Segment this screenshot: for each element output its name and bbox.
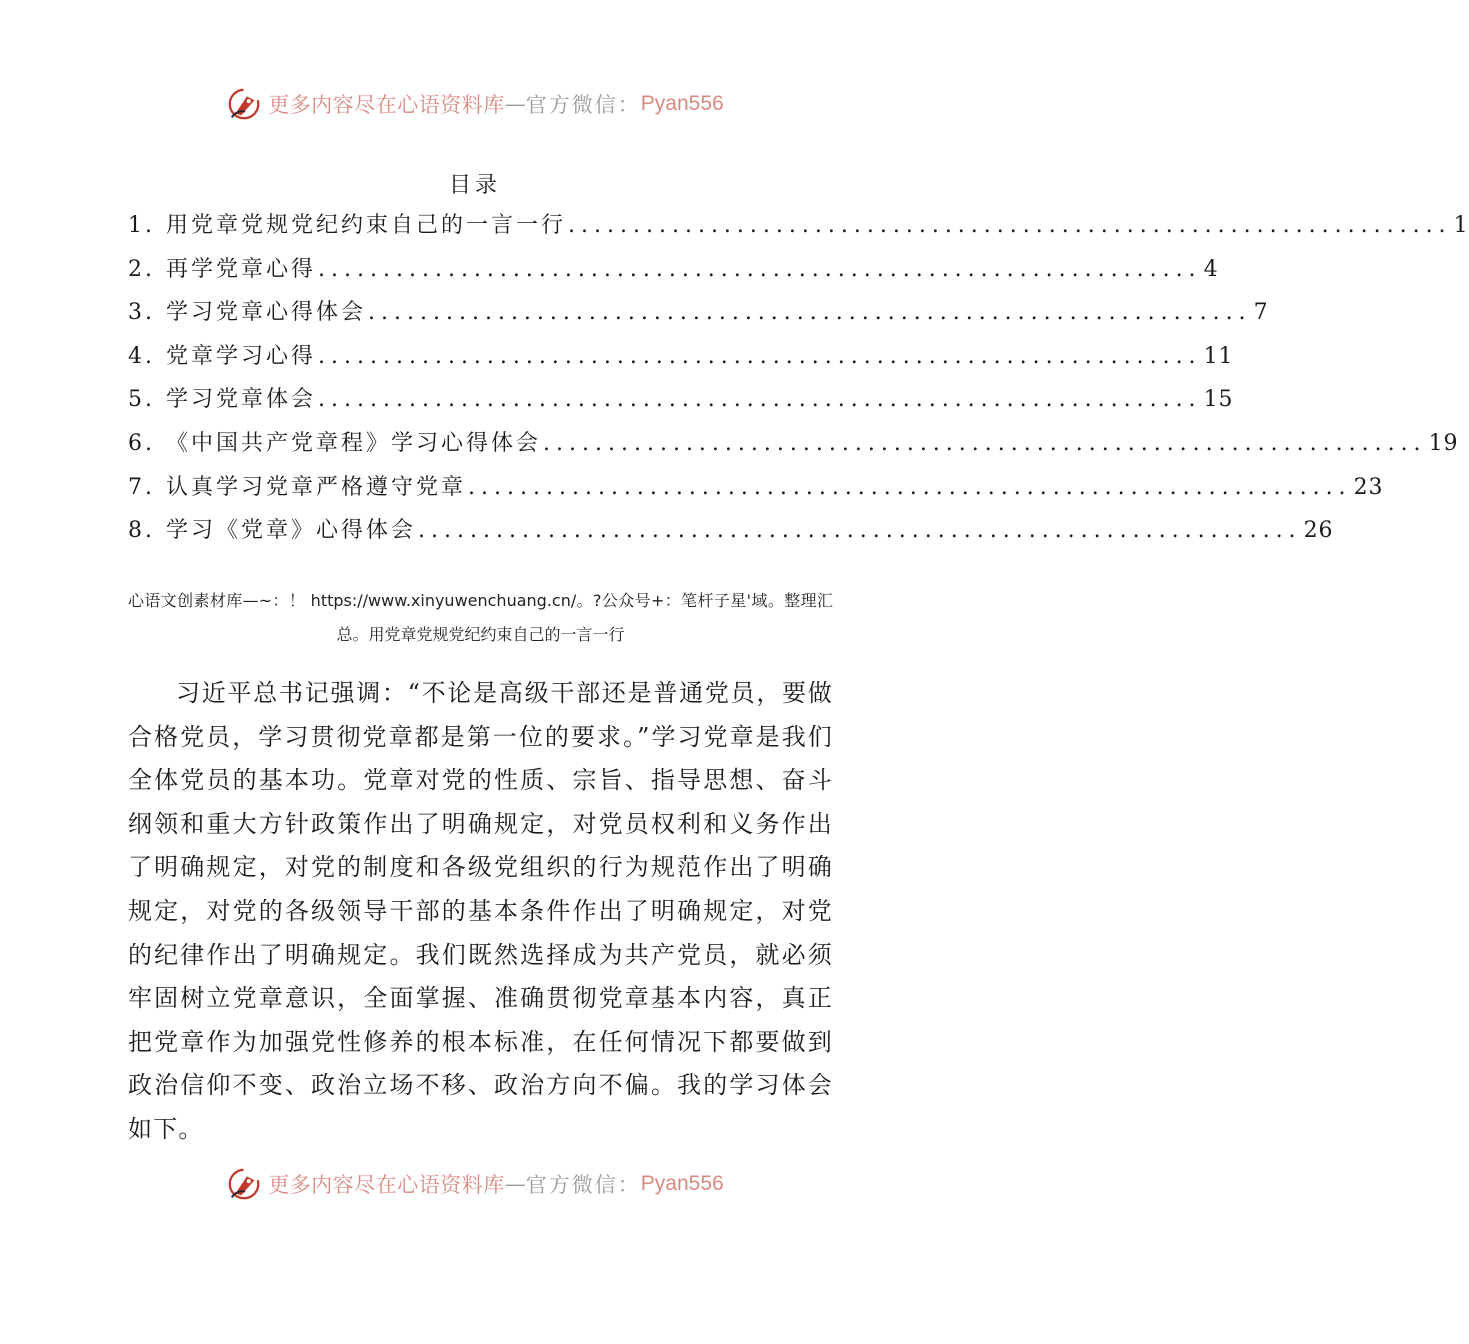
toc-leader-dots: .................................................................... bbox=[318, 256, 1202, 282]
toc-entry-page: 1 bbox=[1453, 213, 1469, 238]
toc-entry-title: 用党章党规党纪约束自己的一言一行 bbox=[166, 213, 567, 238]
toc-entry[interactable] bbox=[128, 382, 1234, 426]
pen-nib-logo-icon bbox=[226, 85, 264, 123]
toc-entry[interactable] bbox=[128, 426, 1459, 470]
toc-entry-title: 认真学习党章严格遵守党章 bbox=[166, 474, 467, 500]
toc-entry[interactable] bbox=[128, 470, 1384, 514]
toc-leader-dots: .................................................................... bbox=[468, 474, 1352, 500]
toc-entry-number: 6. bbox=[128, 430, 155, 456]
toc-entry-page: 19 bbox=[1428, 430, 1459, 456]
toc-entry-number: 2. bbox=[128, 256, 155, 282]
toc-leader-dots: .................................................................... bbox=[418, 518, 1302, 544]
toc-leader-dots: .................................................................... bbox=[568, 213, 1452, 238]
toc-entry-title: 学习《党章》心得体会 bbox=[166, 518, 417, 544]
source-note bbox=[128, 584, 833, 652]
toc-entry-page: 15 bbox=[1203, 387, 1234, 413]
banner-wechat-id: Pyan556 bbox=[640, 1172, 724, 1195]
footer-banner bbox=[0, 1162, 950, 1206]
toc-entry-number: 7. bbox=[128, 474, 155, 500]
banner-wechat-label: 官方微信： bbox=[525, 1173, 641, 1197]
toc-leader-dots: .................................................................... bbox=[368, 300, 1252, 326]
toc-entry-number: 4. bbox=[128, 343, 155, 369]
toc-entry-number: 1. bbox=[128, 213, 155, 238]
banner-wechat-label: 官方微信： bbox=[525, 93, 641, 117]
banner-text: 更多内容尽在心语资料库 bbox=[268, 1173, 505, 1197]
toc-entry-page: 11 bbox=[1203, 343, 1234, 369]
source-note-line1: 心语文创素材库—~：！ https://www.xinyuwenchuang.cn/。?公众号+：笔杆子星'域。整理汇 bbox=[128, 591, 833, 610]
toc-leader-dots: .................................................................... bbox=[543, 430, 1427, 456]
toc-entry-title: 党章学习心得 bbox=[166, 343, 317, 369]
toc-entry-number: 3. bbox=[128, 300, 155, 326]
toc-entry-title: 学习党章体会 bbox=[166, 387, 317, 413]
toc-entry[interactable] bbox=[128, 208, 1469, 252]
header-banner bbox=[0, 82, 950, 126]
toc-entry[interactable] bbox=[128, 339, 1234, 383]
toc-entry-page: 23 bbox=[1353, 474, 1384, 500]
toc-leader-dots: .................................................................... bbox=[318, 343, 1202, 369]
banner-separator: — bbox=[504, 1172, 526, 1196]
toc-entry-page: 7 bbox=[1253, 300, 1269, 326]
table-of-contents bbox=[128, 208, 1469, 557]
banner-wechat-id: Pyan556 bbox=[640, 92, 724, 115]
section-heading: 总。用党章党规党纪约束自己的一言一行 bbox=[336, 625, 625, 644]
toc-entry[interactable] bbox=[128, 295, 1269, 339]
pen-nib-logo-icon bbox=[226, 1165, 264, 1203]
toc-leader-dots: .................................................................... bbox=[318, 387, 1202, 413]
toc-entry-page: 26 bbox=[1303, 518, 1334, 544]
toc-entry[interactable] bbox=[128, 513, 1334, 557]
toc-entry-title: 再学党章心得 bbox=[166, 256, 317, 282]
toc-title: 目录 bbox=[448, 173, 501, 198]
banner-separator: — bbox=[504, 92, 526, 116]
toc-entry-title: 学习党章心得体会 bbox=[166, 300, 367, 326]
toc-entry-number: 8. bbox=[128, 518, 155, 544]
body-paragraph: 习近平总书记强调：“不论是高级干部还是普通党员，要做合格党员，学习贯彻党章都是第一位的要求。”学习党章是我们全体党员的基本功。党章对党的性质、宗旨、指导思想、奋斗纲领和重大方针政策作出了明确规定，对党员权利和义务作出了明确规定，对党的制度和各级党组织的行为规范作出了明确规定，对党的各级领导干部的基本条件作出了明确规定，对党的纪律作出了明确规定。我们既然选择成为共产党员，就必须牢固树立党章意识，全面掌握、准确贯彻党章基本内容，真正把党章作为加强党性修养的根本标准，在任何情况下都要做到政治信仰不变、政治立场不移、政治方向不偏。我的学习体会如下。 bbox=[128, 679, 833, 1143]
toc-entry-page: 4 bbox=[1203, 256, 1219, 282]
toc-entry[interactable] bbox=[128, 252, 1219, 296]
banner-text: 更多内容尽在心语资料库 bbox=[268, 93, 505, 117]
toc-entry-title: 《中国共产党章程》学习心得体会 bbox=[166, 430, 542, 456]
toc-entry-number: 5. bbox=[128, 387, 155, 413]
